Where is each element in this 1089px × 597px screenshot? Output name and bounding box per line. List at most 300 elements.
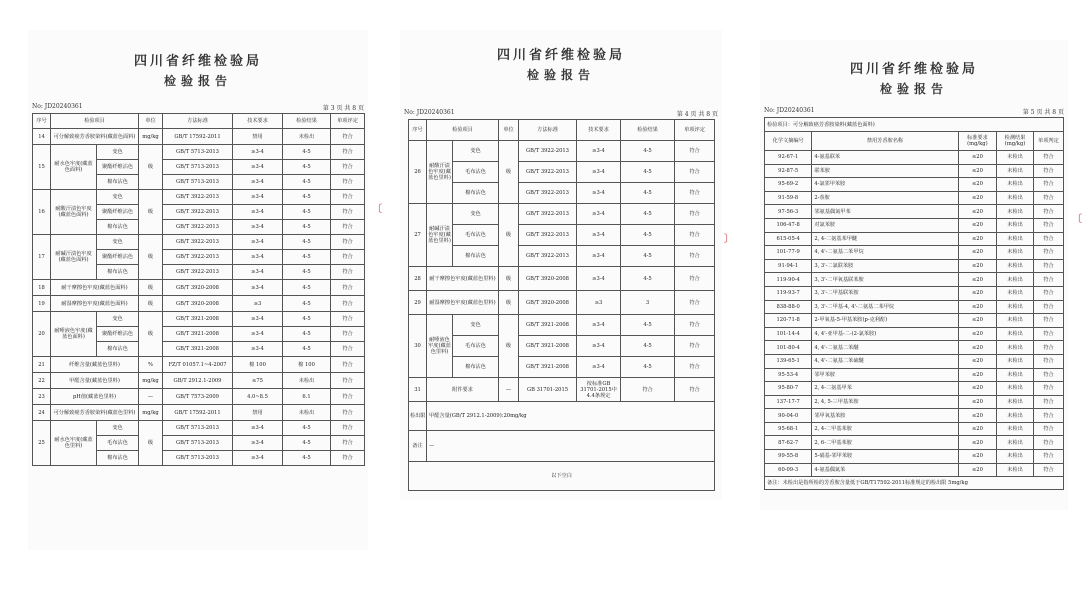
sub-item: 变色 [97, 145, 139, 160]
verdict: 符合 [1033, 436, 1063, 450]
column-header: 禁用芳香胺名称 [812, 132, 958, 151]
table-row [765, 151, 1064, 165]
verdict: 符合 [331, 205, 365, 220]
verdict: 符合 [1033, 232, 1063, 246]
unit: % [139, 357, 163, 373]
item-name: 甲醛含量(藏蓝色里料) [51, 373, 139, 389]
org-title: 四川省纤维检验局 [849, 62, 978, 77]
sub-item: 棉布沾色 [97, 265, 139, 280]
column-header: 检测结果(mg/kg) [997, 132, 1034, 151]
verdict: 符合 [1033, 300, 1063, 314]
table-row [33, 280, 365, 296]
verdict: 符合 [331, 312, 365, 327]
sub-item: 聚酯纤维沾色 [97, 327, 139, 342]
cas-number: 91-94-1 [765, 259, 812, 273]
unit: 级 [139, 280, 163, 296]
result: 4-5 [621, 225, 675, 246]
result: 4-5 [283, 436, 331, 451]
sub-item: 聚酯纤维沾色 [97, 250, 139, 265]
result: 4-5 [621, 183, 675, 204]
result: 4-5 [283, 235, 331, 250]
cas-number: 92-87-5 [765, 164, 812, 178]
requirement: 棉 100 [233, 357, 283, 373]
column-header: 单项评定 [331, 114, 365, 129]
page-label: 第 4 页 共 8 页 [676, 111, 718, 118]
verdict: 符合 [331, 280, 365, 296]
method: GB/T 3921-2008 [519, 357, 577, 378]
verdict: 符合 [1033, 395, 1063, 409]
table-row [765, 422, 1064, 436]
requirement: ≥3 [233, 296, 283, 312]
verdict: 符合 [675, 267, 715, 291]
verdict: 符合 [1033, 218, 1063, 232]
item-name: 耐水色牢度(藏蓝色面料) [51, 145, 97, 190]
verdict: 符合 [1033, 327, 1063, 341]
row-number: 16 [33, 190, 51, 235]
table-row [765, 382, 1064, 396]
verdict: 符合 [1033, 273, 1063, 287]
table-row [33, 421, 365, 436]
table-row [409, 204, 715, 225]
sub-item: 变色 [97, 235, 139, 250]
detection-limit-text: 甲醛含量(GB/T 2912.1-2009):20mg/kg [427, 402, 715, 431]
table-row [409, 357, 715, 378]
table-row [765, 450, 1064, 464]
method: GB/T 5713-2013 [163, 160, 233, 175]
unit: mg/kg [139, 373, 163, 389]
unit: 级 [139, 312, 163, 357]
amine-name: 4, 4'-二氨基二苯硫醚 [812, 354, 958, 368]
requirement: ≤20 [958, 178, 997, 192]
requirement: ≤20 [958, 395, 997, 409]
table-row [765, 314, 1064, 328]
requirement: ≤20 [958, 368, 997, 382]
cas-number: 101-80-4 [765, 341, 812, 355]
verdict: 符合 [331, 129, 365, 145]
result: 未检出 [997, 314, 1034, 328]
verdict: 符合 [675, 204, 715, 225]
table-row [409, 141, 715, 162]
verdict: 符合 [331, 265, 365, 280]
method: GB/T 3920-2008 [519, 291, 577, 315]
requirement: ≥3-4 [233, 145, 283, 160]
cas-number: 119-93-7 [765, 286, 812, 300]
method: GB/T 3922-2013 [519, 141, 577, 162]
method: GB/T 5713-2013 [163, 421, 233, 436]
verdict: 符合 [1033, 205, 1063, 219]
unit: 级 [499, 291, 519, 315]
sub-item: 毛布沾色 [453, 225, 499, 246]
sub-item: 棉布沾色 [97, 342, 139, 357]
verdict: 符合 [331, 451, 365, 466]
seal-mark-middle: 〕 [724, 234, 734, 245]
remark-text: — [427, 431, 715, 462]
result: 4-5 [283, 145, 331, 160]
method: GB/T 2912.1-2009 [163, 373, 233, 389]
row-number: 25 [33, 421, 51, 466]
requirement: 禁用 [233, 129, 283, 145]
verdict: 符合 [1033, 450, 1063, 464]
column-header: 检验项目 [427, 120, 499, 141]
table-row [409, 315, 715, 336]
row-number: 27 [409, 204, 427, 267]
method: GB/T 3921-2008 [163, 312, 233, 327]
verdict: 符合 [331, 175, 365, 190]
requirement: ≤20 [958, 382, 997, 396]
item-name: 耐湿摩擦色牢度(藏蓝色面料) [51, 296, 139, 312]
result: 未检出 [997, 151, 1034, 165]
amine-name: 邻甲苯胺 [812, 368, 958, 382]
row-number: 23 [33, 389, 51, 405]
requirement: ≥3-4 [233, 280, 283, 296]
row-number: 17 [33, 235, 51, 280]
cas-number: 95-69-2 [765, 178, 812, 192]
requirement: ≤20 [958, 450, 997, 464]
unit: 级 [139, 421, 163, 466]
requirement: ≤20 [958, 463, 997, 477]
method: GB/T 3921-2008 [519, 336, 577, 357]
result: 未检出 [997, 259, 1034, 273]
unit: mg/kg [139, 129, 163, 145]
row-number: 28 [409, 267, 427, 291]
verdict: 符合 [1033, 368, 1063, 382]
sub-item: 棉布沾色 [97, 451, 139, 466]
requirement: ≤75 [233, 373, 283, 389]
table-row [409, 291, 715, 315]
result: 未检出 [997, 341, 1034, 355]
footnote: 备注：未检出是指所检的芳香胺含量低于GB/T17592-2011标准规定的检出限 5mg/kg [765, 477, 1064, 490]
page-meta [760, 107, 1068, 116]
method: GB/T 5713-2013 [163, 145, 233, 160]
method: GB/T 7573-2009 [163, 389, 233, 405]
page-meta [400, 109, 722, 118]
column-header: 单项评定 [675, 120, 715, 141]
sub-item: 棉布沾色 [453, 183, 499, 204]
verdict: 符合 [1033, 409, 1063, 423]
cas-number: 87-62-7 [765, 436, 812, 450]
verdict: 符合 [1033, 178, 1063, 192]
result: 4-5 [283, 451, 331, 466]
cas-number: 120-71-8 [765, 314, 812, 328]
method: GB/T 3920-2008 [163, 280, 233, 296]
requirement: ≥3-4 [577, 246, 621, 267]
requirement: ≤20 [958, 259, 997, 273]
sub-item: 毛布沾色 [453, 336, 499, 357]
method: GB/T 3922-2013 [519, 162, 577, 183]
sub-item: 变色 [453, 315, 499, 336]
seal-mark-right: 〔 [1072, 214, 1082, 225]
amine-name: 3, 3'-二氯联苯胺 [812, 259, 958, 273]
result: 未检出 [997, 463, 1034, 477]
requirement: ≥3-4 [233, 451, 283, 466]
column-header: 序号 [409, 120, 427, 141]
result: 6.1 [283, 389, 331, 405]
unit: — [139, 389, 163, 405]
unit: 级 [499, 204, 519, 267]
result: 4-5 [283, 342, 331, 357]
requirement: ≤20 [958, 164, 997, 178]
item-name: 可分解致癌芳香胺染料(藏蓝色面料) [51, 129, 139, 145]
sub-item: 聚酯纤维沾色 [97, 160, 139, 175]
requirement: ≥3-4 [233, 205, 283, 220]
result: 未检出 [997, 191, 1034, 205]
table-row [765, 246, 1064, 260]
cas-number: 615-05-4 [765, 232, 812, 246]
verdict: 符合 [1033, 259, 1063, 273]
verdict: 符合 [331, 160, 365, 175]
requirement: ≥3-4 [233, 220, 283, 235]
result: 4-5 [283, 312, 331, 327]
table-row [765, 368, 1064, 382]
column-header: 检验结果 [621, 120, 675, 141]
row-number: 20 [33, 312, 51, 357]
table-header-row [409, 120, 715, 141]
requirement: ≥3-4 [577, 204, 621, 225]
requirement: ≤20 [958, 341, 997, 355]
requirement: ≤20 [958, 151, 997, 165]
column-header: 方法标准 [519, 120, 577, 141]
org-title: 四川省纤维检验局 [133, 54, 262, 69]
result: 棉 100 [283, 357, 331, 373]
cas-number: 95-80-7 [765, 382, 812, 396]
blank-marker: 以下空白 [409, 462, 715, 491]
table-row [409, 225, 715, 246]
detection-limit-label: 检出限 [409, 402, 427, 431]
requirement: ≥3 [577, 291, 621, 315]
amine-name: 2, 6-二甲基苯胺 [812, 436, 958, 450]
sub-item: 聚酯纤维沾色 [97, 205, 139, 220]
table-header-row [33, 114, 365, 129]
requirement: ≥3-4 [233, 265, 283, 280]
report-number: No: JD20240361 [764, 107, 815, 114]
requirement: ≥3-4 [577, 225, 621, 246]
requirement: ≥3-4 [233, 421, 283, 436]
test-results-table [408, 119, 715, 491]
amine-name: 邻氨基偶氮甲苯 [812, 205, 958, 219]
verdict: 符合 [331, 421, 365, 436]
item-name: 附件要求 [427, 378, 499, 402]
verdict: 符合 [1033, 422, 1063, 436]
remark-label: 备注 [409, 431, 427, 462]
item-name: 可分解致癌芳香胺染料(藏蓝色里料) [51, 405, 139, 421]
result: 未检出 [997, 354, 1034, 368]
report-page-3 [28, 30, 368, 550]
verdict: 符合 [331, 296, 365, 312]
result: 未检出 [997, 178, 1034, 192]
verdict: 符合 [331, 405, 365, 421]
amine-name: 2, 4, 5-三甲基苯胺 [812, 395, 958, 409]
result: 4-5 [621, 315, 675, 336]
result: 4-5 [283, 296, 331, 312]
sub-item: 变色 [97, 190, 139, 205]
amine-name: 3, 3'-二甲基联苯胺 [812, 286, 958, 300]
method: GB/T 5713-2013 [163, 451, 233, 466]
result: 4-5 [283, 421, 331, 436]
verdict: 符合 [1033, 314, 1063, 328]
requirement: 4.0~8.5 [233, 389, 283, 405]
result: 未检出 [997, 164, 1034, 178]
method: GB/T 3922-2013 [163, 235, 233, 250]
row-number: 24 [33, 405, 51, 421]
result: 未检出 [283, 373, 331, 389]
result: 4-5 [283, 327, 331, 342]
requirement: ≥3-4 [577, 336, 621, 357]
report-number: No: JD20240361 [404, 109, 455, 116]
report-page-5 [760, 40, 1068, 510]
unit: mg/kg [139, 405, 163, 421]
verdict: 符合 [331, 220, 365, 235]
method: GB/T 3922-2013 [163, 220, 233, 235]
result: 4-5 [283, 250, 331, 265]
table-row [765, 341, 1064, 355]
method: GB/T 3922-2013 [163, 265, 233, 280]
verdict: 符合 [331, 145, 365, 160]
table-row [765, 191, 1064, 205]
table-row [765, 354, 1064, 368]
table-row [765, 232, 1064, 246]
row-number: 21 [33, 357, 51, 373]
column-header: 序号 [33, 114, 51, 129]
table-row [765, 409, 1064, 423]
amine-name: 4-氨基联苯 [812, 151, 958, 165]
result: 未检出 [997, 450, 1034, 464]
verdict: 符合 [675, 315, 715, 336]
sub-item: 棉布沾色 [453, 357, 499, 378]
amine-name: 2, 4-二氨基苯甲醚 [812, 232, 958, 246]
result: 4-5 [283, 190, 331, 205]
result: 4-5 [283, 265, 331, 280]
requirement: ≤20 [958, 218, 997, 232]
item-name: 耐唾液色牢度(藏蓝色面料) [51, 312, 97, 357]
result: 4-5 [283, 205, 331, 220]
column-header: 单位 [499, 120, 519, 141]
result: 未检出 [997, 218, 1034, 232]
method: GB/T 3922-2013 [519, 204, 577, 225]
requirement: ≥3-4 [577, 315, 621, 336]
section-title: 检验项目：可分解致癌芳香胺染料(藏蓝色面料) [765, 118, 1064, 132]
verdict: 符合 [675, 291, 715, 315]
item-name: 耐碱汗渍色牢度(藏蓝色面料) [51, 235, 97, 280]
cas-number: 106-47-8 [765, 218, 812, 232]
method: GB/T 3921-2008 [519, 315, 577, 336]
verdict: 符合 [331, 250, 365, 265]
table-row [409, 246, 715, 267]
sub-item: 变色 [97, 421, 139, 436]
table-row [409, 336, 715, 357]
method: GB 31701-2015 [519, 378, 577, 402]
column-header: 标准要求(mg/kg) [958, 132, 997, 151]
row-number: 22 [33, 373, 51, 389]
table-row [409, 162, 715, 183]
item-name: 耐酸汗渍色牢度(藏蓝色面料) [51, 190, 97, 235]
verdict: 符合 [675, 162, 715, 183]
table-row [33, 389, 365, 405]
verdict: 符合 [331, 327, 365, 342]
row-number: 14 [33, 129, 51, 145]
table-row [765, 205, 1064, 219]
requirement: ≤20 [958, 354, 997, 368]
unit: — [499, 378, 519, 402]
sub-item: 棉布沾色 [97, 175, 139, 190]
requirement: ≥3-4 [233, 250, 283, 265]
aromatic-amine-table [764, 117, 1064, 490]
row-number: 18 [33, 280, 51, 296]
verdict: 符合 [331, 342, 365, 357]
report-page-4 [400, 30, 722, 500]
sub-item: 棉布沾色 [453, 246, 499, 267]
cas-number: 90-04-0 [765, 409, 812, 423]
row-number: 15 [33, 145, 51, 190]
requirement: ≥3-4 [233, 436, 283, 451]
item-name: 纤维含量(藏蓝色里料) [51, 357, 139, 373]
method: GB/T 3922-2013 [519, 183, 577, 204]
verdict: 符合 [1033, 354, 1063, 368]
cas-number: 97-56-3 [765, 205, 812, 219]
unit: 级 [139, 296, 163, 312]
requirement: ≥3-4 [577, 183, 621, 204]
result: 4-5 [283, 175, 331, 190]
method: GB/T 3920-2008 [163, 296, 233, 312]
verdict: 符合 [331, 436, 365, 451]
amine-name: 2, 4-二甲基苯胺 [812, 422, 958, 436]
sub-item: 毛布沾色 [97, 436, 139, 451]
requirement: ≤20 [958, 286, 997, 300]
amine-name: 4, 4'-二氨基二苯甲烷 [812, 246, 958, 260]
amine-name: 4-氯邻甲苯胺 [812, 178, 958, 192]
verdict: 符合 [1033, 382, 1063, 396]
table-row [765, 327, 1064, 341]
sub-item: 变色 [97, 312, 139, 327]
table-row [33, 235, 365, 250]
result: 未检出 [997, 300, 1034, 314]
verdict: 符合 [1033, 463, 1063, 477]
requirement: ≥3-4 [233, 190, 283, 205]
cas-number: 139-65-1 [765, 354, 812, 368]
table-row [765, 463, 1064, 477]
result: 符合 [621, 378, 675, 402]
verdict: 符合 [1033, 164, 1063, 178]
requirement: ≥3-4 [577, 267, 621, 291]
cas-number: 60-09-3 [765, 463, 812, 477]
method: GB/T 5713-2013 [163, 175, 233, 190]
requirement: ≥3-4 [233, 235, 283, 250]
method: GB/T 3922-2013 [163, 205, 233, 220]
requirement: 按标准GB 31701-2015中4.4条规定 [577, 378, 621, 402]
result: 未检出 [997, 368, 1034, 382]
result: 4-5 [621, 246, 675, 267]
verdict: 符合 [675, 246, 715, 267]
result: 未检出 [997, 232, 1034, 246]
sub-item: 变色 [453, 204, 499, 225]
page-label: 第 3 页 共 8 页 [322, 105, 364, 112]
table-row [765, 436, 1064, 450]
verdict: 符合 [1033, 341, 1063, 355]
requirement: ≥3-4 [233, 175, 283, 190]
requirement: ≤20 [958, 314, 997, 328]
method: GB/T 3922-2013 [519, 225, 577, 246]
table-row [33, 312, 365, 327]
amine-name: 4, 4'-亚甲基-二-(2-氯苯胺) [812, 327, 958, 341]
amine-name: 5-硝基-邻甲苯胺 [812, 450, 958, 464]
column-header: 方法标准 [163, 114, 233, 129]
table-row [409, 267, 715, 291]
amine-name: 2, 4-二氨基甲苯 [812, 382, 958, 396]
table-row [33, 190, 365, 205]
sub-item: 毛布沾色 [453, 162, 499, 183]
amine-name: 2-甲氧基-5-甲基苯胺(p-克利酊) [812, 314, 958, 328]
result: 未检出 [997, 409, 1034, 423]
requirement: ≤20 [958, 205, 997, 219]
